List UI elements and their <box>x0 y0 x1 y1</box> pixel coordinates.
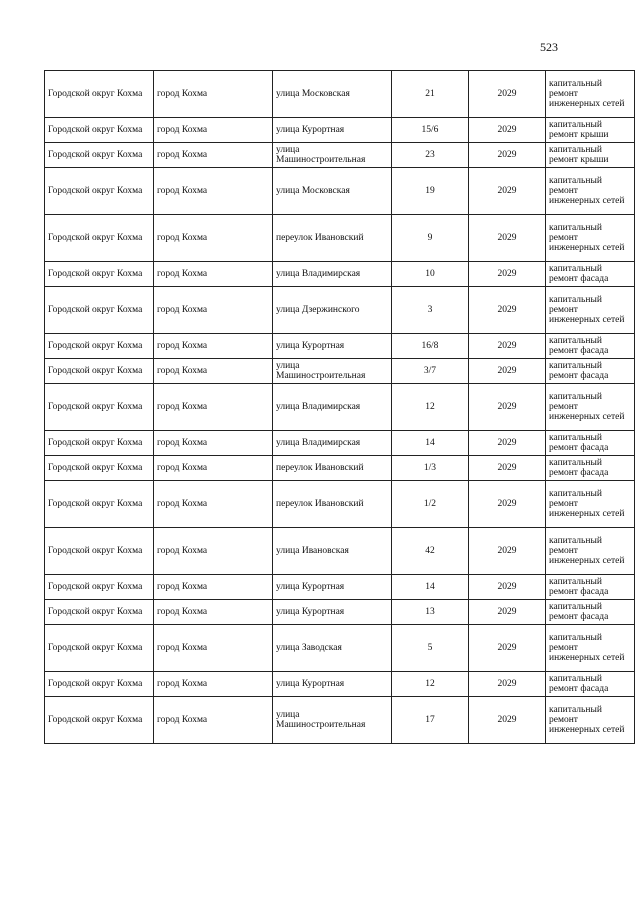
work-type-cell: капитальный ремонт фасада <box>546 600 635 625</box>
year-cell: 2029 <box>469 118 546 143</box>
street-cell: улица Курортная <box>273 334 392 359</box>
house-number-cell: 21 <box>392 71 469 118</box>
table-row <box>45 359 635 384</box>
table-row <box>45 672 635 697</box>
street-cell: улица Ивановская <box>273 528 392 575</box>
table-row <box>45 334 635 359</box>
street-cell: улица Курортная <box>273 672 392 697</box>
work-type-cell: капитальный ремонт инженерных сетей <box>546 215 635 262</box>
street-cell: улица Владимирская <box>273 262 392 287</box>
work-type-cell: капитальный ремонт инженерных сетей <box>546 697 635 744</box>
city-cell: город Кохма <box>154 481 273 528</box>
street-cell: улица Заводская <box>273 625 392 672</box>
table-row <box>45 215 635 262</box>
year-cell: 2029 <box>469 456 546 481</box>
district-cell: Городской округ Кохма <box>45 384 154 431</box>
work-type-cell: капитальный ремонт фасада <box>546 334 635 359</box>
work-type-cell: капитальный ремонт фасада <box>546 672 635 697</box>
street-cell: улица Курортная <box>273 600 392 625</box>
city-cell: город Кохма <box>154 575 273 600</box>
city-cell: город Кохма <box>154 143 273 168</box>
house-number-cell: 14 <box>392 431 469 456</box>
year-cell: 2029 <box>469 262 546 287</box>
table-body <box>45 71 635 744</box>
work-type-cell: капитальный ремонт фасада <box>546 456 635 481</box>
district-cell: Городской округ Кохма <box>45 215 154 262</box>
city-cell: город Кохма <box>154 334 273 359</box>
city-cell: город Кохма <box>154 359 273 384</box>
repair-schedule-table <box>44 70 635 744</box>
street-cell: улица Курортная <box>273 118 392 143</box>
district-cell: Городской округ Кохма <box>45 334 154 359</box>
year-cell: 2029 <box>469 384 546 431</box>
street-cell: улица Владимирская <box>273 384 392 431</box>
district-cell: Городской округ Кохма <box>45 600 154 625</box>
work-type-cell: капитальный ремонт фасада <box>546 262 635 287</box>
year-cell: 2029 <box>469 697 546 744</box>
work-type-cell: капитальный ремонт крыши <box>546 143 635 168</box>
city-cell: город Кохма <box>154 287 273 334</box>
year-cell: 2029 <box>469 481 546 528</box>
district-cell: Городской округ Кохма <box>45 287 154 334</box>
year-cell: 2029 <box>469 215 546 262</box>
year-cell: 2029 <box>469 359 546 384</box>
table-row <box>45 287 635 334</box>
district-cell: Городской округ Кохма <box>45 431 154 456</box>
street-cell: улица Московская <box>273 168 392 215</box>
house-number-cell: 15/6 <box>392 118 469 143</box>
table-row <box>45 262 635 287</box>
city-cell: город Кохма <box>154 697 273 744</box>
house-number-cell: 19 <box>392 168 469 215</box>
house-number-cell: 3 <box>392 287 469 334</box>
work-type-cell: капитальный ремонт инженерных сетей <box>546 287 635 334</box>
work-type-cell: капитальный ремонт инженерных сетей <box>546 384 635 431</box>
city-cell: город Кохма <box>154 215 273 262</box>
city-cell: город Кохма <box>154 262 273 287</box>
district-cell: Городской округ Кохма <box>45 168 154 215</box>
district-cell: Городской округ Кохма <box>45 481 154 528</box>
table-row <box>45 575 635 600</box>
district-cell: Городской округ Кохма <box>45 118 154 143</box>
district-cell: Городской округ Кохма <box>45 625 154 672</box>
district-cell: Городской округ Кохма <box>45 456 154 481</box>
work-type-cell: капитальный ремонт инженерных сетей <box>546 71 635 118</box>
house-number-cell: 10 <box>392 262 469 287</box>
district-cell: Городской округ Кохма <box>45 262 154 287</box>
work-type-cell: капитальный ремонт крыши <box>546 118 635 143</box>
district-cell: Городской округ Кохма <box>45 359 154 384</box>
house-number-cell: 16/8 <box>392 334 469 359</box>
table-row <box>45 384 635 431</box>
city-cell: город Кохма <box>154 118 273 143</box>
city-cell: город Кохма <box>154 625 273 672</box>
street-cell: переулок Ивановский <box>273 215 392 262</box>
district-cell: Городской округ Кохма <box>45 672 154 697</box>
year-cell: 2029 <box>469 431 546 456</box>
house-number-cell: 5 <box>392 625 469 672</box>
work-type-cell: капитальный ремонт инженерных сетей <box>546 481 635 528</box>
year-cell: 2029 <box>469 71 546 118</box>
table-row <box>45 528 635 575</box>
house-number-cell: 17 <box>392 697 469 744</box>
work-type-cell: капитальный ремонт инженерных сетей <box>546 625 635 672</box>
city-cell: город Кохма <box>154 456 273 481</box>
table-row <box>45 143 635 168</box>
house-number-cell: 1/2 <box>392 481 469 528</box>
table-row <box>45 71 635 118</box>
work-type-cell: капитальный ремонт фасада <box>546 575 635 600</box>
house-number-cell: 12 <box>392 384 469 431</box>
table-row <box>45 697 635 744</box>
house-number-cell: 9 <box>392 215 469 262</box>
house-number-cell: 14 <box>392 575 469 600</box>
street-cell: улица Московская <box>273 71 392 118</box>
district-cell: Городской округ Кохма <box>45 143 154 168</box>
house-number-cell: 12 <box>392 672 469 697</box>
year-cell: 2029 <box>469 334 546 359</box>
city-cell: город Кохма <box>154 600 273 625</box>
district-cell: Городской округ Кохма <box>45 528 154 575</box>
year-cell: 2029 <box>469 672 546 697</box>
district-cell: Городской округ Кохма <box>45 575 154 600</box>
city-cell: город Кохма <box>154 528 273 575</box>
year-cell: 2029 <box>469 143 546 168</box>
city-cell: город Кохма <box>154 672 273 697</box>
table-row <box>45 600 635 625</box>
street-cell: улица Машиностроительная <box>273 359 392 384</box>
city-cell: город Кохма <box>154 71 273 118</box>
table-row <box>45 456 635 481</box>
district-cell: Городской округ Кохма <box>45 697 154 744</box>
house-number-cell: 13 <box>392 600 469 625</box>
house-number-cell: 3/7 <box>392 359 469 384</box>
street-cell: улица Дзержинского <box>273 287 392 334</box>
work-type-cell: капитальный ремонт фасада <box>546 431 635 456</box>
page-number: 523 <box>540 40 558 54</box>
house-number-cell: 42 <box>392 528 469 575</box>
city-cell: город Кохма <box>154 431 273 456</box>
table-row <box>45 481 635 528</box>
year-cell: 2029 <box>469 600 546 625</box>
year-cell: 2029 <box>469 625 546 672</box>
work-type-cell: капитальный ремонт инженерных сетей <box>546 168 635 215</box>
house-number-cell: 1/3 <box>392 456 469 481</box>
street-cell: переулок Ивановский <box>273 456 392 481</box>
street-cell: улица Машиностроительная <box>273 697 392 744</box>
work-type-cell: капитальный ремонт фасада <box>546 359 635 384</box>
city-cell: город Кохма <box>154 168 273 215</box>
city-cell: город Кохма <box>154 384 273 431</box>
work-type-cell: капитальный ремонт инженерных сетей <box>546 528 635 575</box>
street-cell: улица Машиностроительная <box>273 143 392 168</box>
street-cell: переулок Ивановский <box>273 481 392 528</box>
year-cell: 2029 <box>469 575 546 600</box>
street-cell: улица Владимирская <box>273 431 392 456</box>
year-cell: 2029 <box>469 287 546 334</box>
table-row <box>45 431 635 456</box>
table-row <box>45 168 635 215</box>
year-cell: 2029 <box>469 528 546 575</box>
year-cell: 2029 <box>469 168 546 215</box>
table-row <box>45 118 635 143</box>
district-cell: Городской округ Кохма <box>45 71 154 118</box>
street-cell: улица Курортная <box>273 575 392 600</box>
table-row <box>45 625 635 672</box>
house-number-cell: 23 <box>392 143 469 168</box>
